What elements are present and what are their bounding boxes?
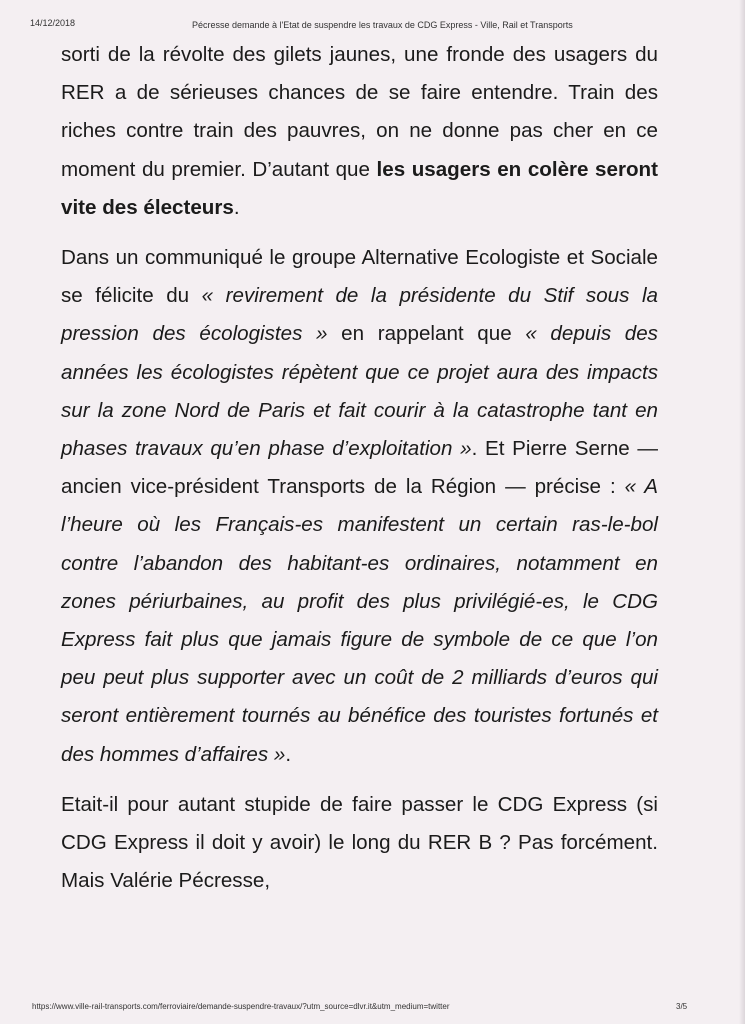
paragraph-2-text-1: Dans un communiqué le groupe Alternative Ecologiste et Sociale se félicite du bbox=[61, 246, 658, 308]
print-page-title: Pécresse demande à l'Etat de suspendre les travaux de CDG Express - Ville, Rail et Transports bbox=[192, 20, 573, 30]
print-footer bbox=[0, 998, 745, 1014]
paragraph-1-bold: les usagers en colère seront vite des électeurs bbox=[61, 157, 658, 219]
paragraph-1 bbox=[61, 36, 658, 227]
print-header bbox=[0, 16, 745, 32]
paragraph-2-quote-2: « depuis des années les écologistes répètent que ce projet aura des impacts sur la zone Nord de Paris et fait courir à la catastrophe tant en phases travaux qu’en phase d’exploitation » bbox=[61, 322, 658, 461]
scan-edge-shadow bbox=[739, 0, 745, 1024]
paragraph-2-text-2: en rappelant que bbox=[327, 322, 526, 346]
paragraph-1-text: sorti de la révolte des gilets jaunes, une fronde des usagers du RER a de sérieuses chances de se faire entendre. Train des riches contre train des pauvres, on ne donne pas cher en ce moment du premier. D’autant que bbox=[61, 43, 658, 181]
print-date: 14/12/2018 bbox=[30, 18, 76, 28]
paragraph-2-text-3: . Et Pierre Serne — ancien vice-président Transports de la Région — précise : bbox=[61, 437, 659, 499]
paragraph-2 bbox=[61, 239, 658, 774]
paragraph-2-quote-1: « revirement de la présidente du Stif sous la pression des écologistes » bbox=[61, 284, 658, 346]
paragraph-1-end: . bbox=[233, 195, 240, 219]
paragraph-2-text-4: . bbox=[285, 742, 292, 766]
page-number: 3/5 bbox=[676, 1002, 688, 1011]
article-body bbox=[61, 36, 658, 900]
paragraph-2-quote-3: « A l’heure où les Français-es manifestent un certain ras-le-bol contre l’abandon des habitant-es ordinaires, notamment en zones périurbaines, au profit des plus privilégié-es, le CDG Express fait plus que jamais figure de symbole de ce que l’on peu peut plus supporter avec un coût de 2 milliards d’euros qui seront entièrement tournés au bénéfice des touristes fortunés et des hommes d’affaires » bbox=[61, 475, 658, 766]
paragraph-3: Etait-il pour autant stupide de faire passer le CDG Express (si CDG Express il doit y avoir) le long du RER B ? Pas forcément. Mais Valérie Pécresse, bbox=[61, 792, 658, 893]
print-url: https://www.ville-rail-transports.com/ferroviaire/demande-suspendre-travaux/?utm_source=dlvr.it&utm_medium=twitter bbox=[32, 1002, 450, 1011]
